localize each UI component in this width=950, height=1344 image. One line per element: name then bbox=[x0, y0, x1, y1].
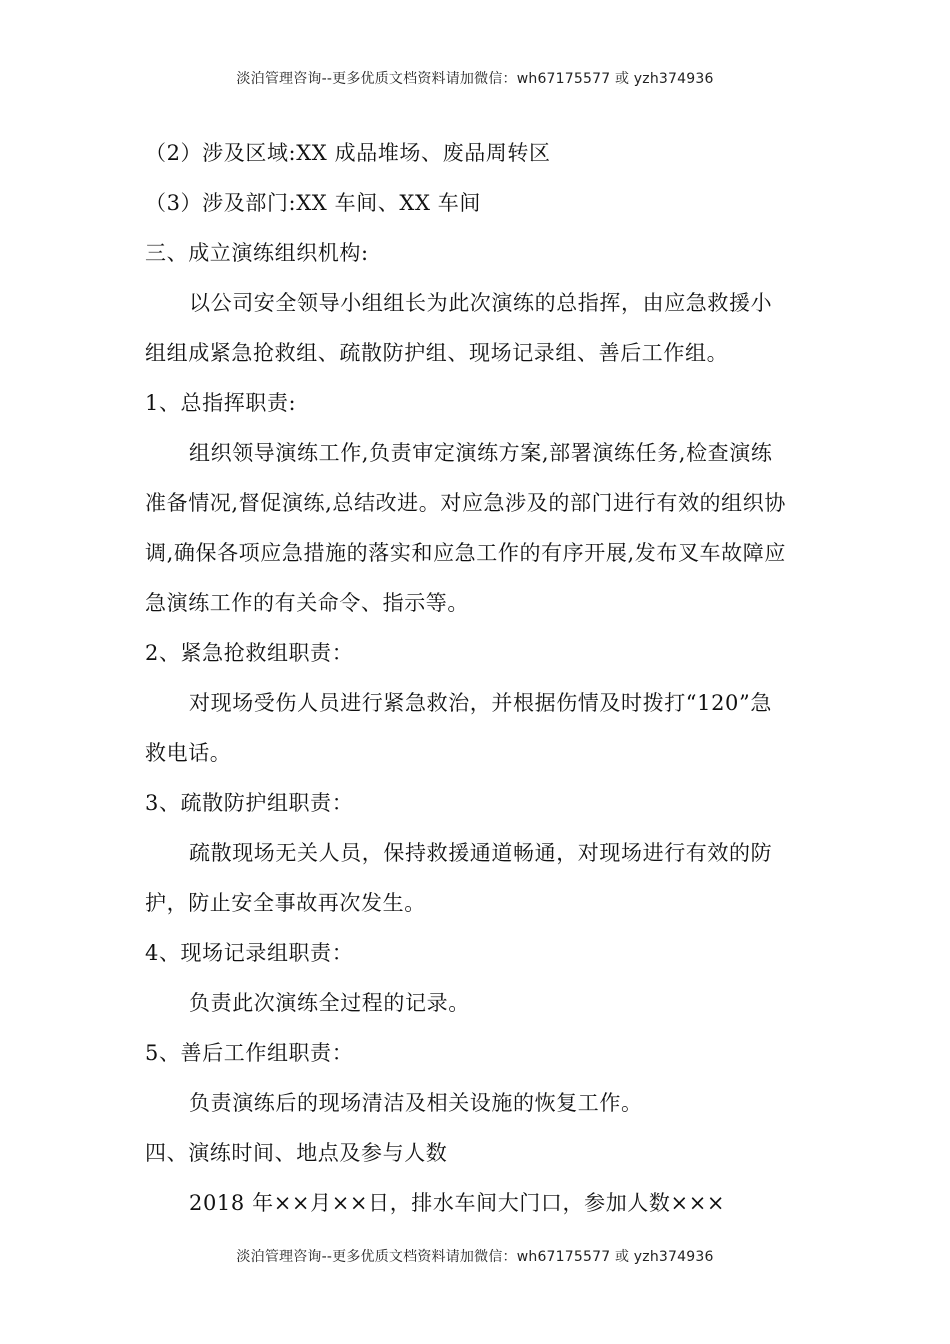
paragraph-line: 准备情况,督促演练,总结改进。对应急涉及的部门进行有效的组织协 bbox=[145, 491, 786, 515]
page-footer: 淡泊管理咨询--更多优质文档资料请加微信：wh67175577 或 yzh374936 bbox=[236, 1249, 714, 1265]
paragraph-line: 组组成紧急抢救组、疏散防护组、现场记录组、善后工作组。 bbox=[145, 341, 729, 365]
paragraph-line: 负责此次演练全过程的记录。 bbox=[189, 991, 470, 1015]
paragraph-line: 负责演练后的现场清洁及相关设施的恢复工作。 bbox=[189, 1091, 643, 1115]
paragraph-line: 疏散现场无关人员，保持救援通道畅通，对现场进行有效的防 bbox=[189, 841, 773, 865]
paragraph-line: 以公司安全领导小组组长为此次演练的总指挥，由应急救援小 bbox=[189, 291, 773, 315]
subsection-heading: 2、紧急抢救组职责： bbox=[145, 641, 354, 665]
section-heading: 三、成立演练组织机构: bbox=[145, 241, 369, 265]
page-header: 淡泊管理咨询--更多优质文档资料请加微信：wh67175577 或 yzh374936 bbox=[236, 71, 714, 87]
subsection-heading: 4、现场记录组职责： bbox=[145, 941, 354, 965]
paragraph-line: 急演练工作的有关命令、指示等。 bbox=[145, 591, 469, 615]
paragraph-line: 调,确保各项应急措施的落实和应急工作的有序开展,发布叉车故障应 bbox=[145, 541, 786, 565]
paragraph-line: 对现场受伤人员进行紧急救治，并根据伤情及时拨打“120”急 bbox=[189, 691, 772, 715]
paragraph-line: （3）涉及部门:XX 车间、XX 车间 bbox=[145, 191, 481, 215]
paragraph-line: 2018 年××月××日，排水车间大门口，参加人数××× bbox=[189, 1191, 726, 1215]
section-heading: 四、演练时间、地点及参与人数 bbox=[145, 1141, 448, 1165]
subsection-heading: 5、善后工作组职责： bbox=[145, 1041, 354, 1065]
subsection-heading: 1、总指挥职责: bbox=[145, 391, 297, 415]
paragraph-line: 救电话。 bbox=[145, 741, 232, 765]
paragraph-line: 护，防止安全事故再次发生。 bbox=[145, 891, 426, 915]
document-body bbox=[145, 128, 805, 1228]
paragraph-line: （2）涉及区域:XX 成品堆场、废品周转区 bbox=[145, 141, 551, 165]
subsection-heading: 3、疏散防护组职责： bbox=[145, 791, 354, 815]
paragraph-line: 组织领导演练工作,负责审定演练方案,部署演练任务,检查演练 bbox=[189, 441, 773, 465]
